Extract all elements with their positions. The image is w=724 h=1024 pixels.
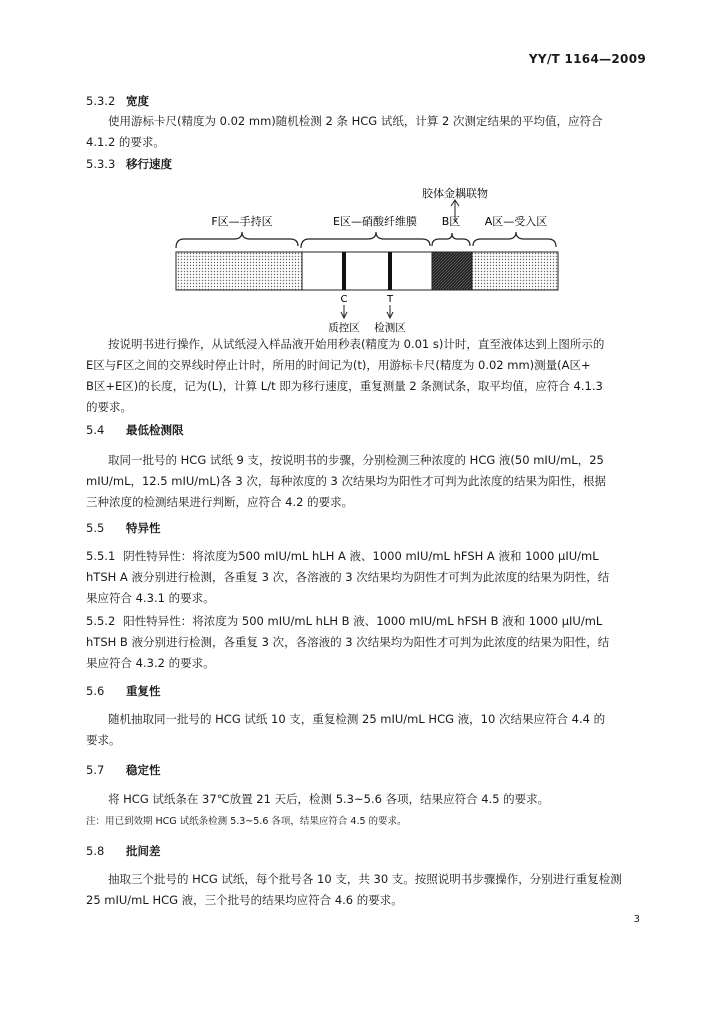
clause-5-5-2-first-line: 5.5.2 阳性特异性：将浓度为 500 mIU/mL hLH B 液、1000 mIU/mL hFSH B 液和 1000 μIU/mL [86,614,603,628]
zone-f-handle [176,252,302,290]
paragraph-line: 25 mIU/mL HCG 液，三个批号的结果均应符合 4.6 的要求。 [86,893,403,907]
zone-e-membrane [302,252,432,290]
section-heading-5-3-2: 5.3.2 宽度 [86,94,149,108]
test-line [388,252,392,290]
brace-zone-f [176,232,298,248]
paragraph-line: 要求。 [86,733,121,747]
paragraph-line: 使用游标卡尺(精度为 0.02 mm)随机检测 2 条 HCG 试纸，计算 2 次测定结果的平均值，应符合 [108,114,603,128]
control-line [342,252,346,290]
section-heading-5-5: 5.5 特异性 [86,521,161,535]
control-line-letter: C [340,294,348,305]
paragraph-line: 果应符合 4.3.1 的要求。 [86,591,215,605]
section-heading-5-6: 5.6 重复性 [86,684,161,698]
paragraph-line: 果应符合 4.3.2 的要求。 [86,656,215,670]
conjugate-label: 胶体金耦联物 [422,187,488,200]
paragraph-line: B区+E区)的长度，记为(L)，计算 L/t 即为移行速度，重复测量 2 条测试条，取平均值，应符合 4.1.3 [86,379,603,393]
note-text: 注：用已到效期 HCG 试纸条检测 5.3~5.6 各项，结果应符合 4.5 的要求。 [86,816,407,827]
paragraph-line: 4.1.2 的要求。 [86,135,165,149]
paragraph-line: E区与F区之间的交界线时停止计时，所用的时间记为(t)，用游标卡尺(精度为 0.02 mm)测量(A区+ [86,358,591,372]
section-heading-5-3-3: 5.3.3 移行速度 [86,157,172,171]
test-strip-diagram [150,180,590,335]
zone-a-label: A区—受入区 [484,215,548,228]
control-zone-label: 质控区 [328,322,360,334]
paragraph-line: mIU/mL，12.5 mIU/mL)各 3 次，每种浓度的 3 次结果均为阳性才可判为此浓度的结果为阳性，根据 [86,474,606,488]
zone-f-label: F区—手持区 [211,215,273,228]
paragraph-line: 抽取三个批号的 HCG 试纸，每个批号各 10 支，共 30 支。按照说明书步骤操作，分别进行重复检测 [108,872,622,886]
zone-b-label: B区 [441,215,461,228]
brace-zone-e [301,232,430,248]
paragraph-line: 三种浓度的检测结果进行判断，应符合 4.2 的要求。 [86,495,354,509]
page-number: 3 [633,914,640,925]
paragraph-line: 取同一批号的 HCG 试纸 9 支，按说明书的步骤，分别检测三种浓度的 HCG 液(50 mIU/mL，25 [108,453,604,467]
test-zone-label: 检测区 [374,322,406,334]
zone-e-label: E区—硝酸纤维膜 [333,215,417,228]
test-line-letter: T [386,294,394,305]
paragraph-line: 随机抽取同一批号的 HCG 试纸 10 支，重复检测 25 mIU/mL HCG 液，10 次结果应符合 4.4 的 [108,712,606,726]
paragraph-line: hTSH A 液分别进行检测，各重复 3 次，各溶液的 3 次结果均为阴性才可判为此浓度的结果为阴性，结 [86,570,610,584]
brace-zone-a [473,232,556,247]
section-heading-5-8: 5.8 批间差 [86,844,161,858]
brace-zone-b [432,233,470,246]
paragraph-line: hTSH B 液分别进行检测，各重复 3 次，各溶液的 3 次结果均为阳性才可判为此浓度的结果为阳性，结 [86,635,610,649]
section-heading-5-4: 5.4 最低检测限 [86,423,184,437]
paragraph-line: 将 HCG 试纸条在 37℃放置 21 天后，检测 5.3~5.6 各项，结果应符合 4.5 的要求。 [108,792,550,806]
clause-5-5-1-first-line: 5.5.1 阴性特异性：将浓度为500 mIU/mL hLH A 液、1000 mIU/mL hFSH A 液和 1000 μIU/mL [86,549,599,563]
section-heading-5-7: 5.7 稳定性 [86,763,161,777]
paragraph-line: 按说明书进行操作，从试纸浸入样品液开始用秒表(精度为 0.01 s)计时，直至液体达到上图所示的 [108,337,605,351]
document-code: YY/T 1164—2009 [528,52,646,66]
paragraph-line: 的要求。 [86,400,132,414]
zone-a-sample [472,252,558,290]
zone-b-conjugate [432,252,472,290]
